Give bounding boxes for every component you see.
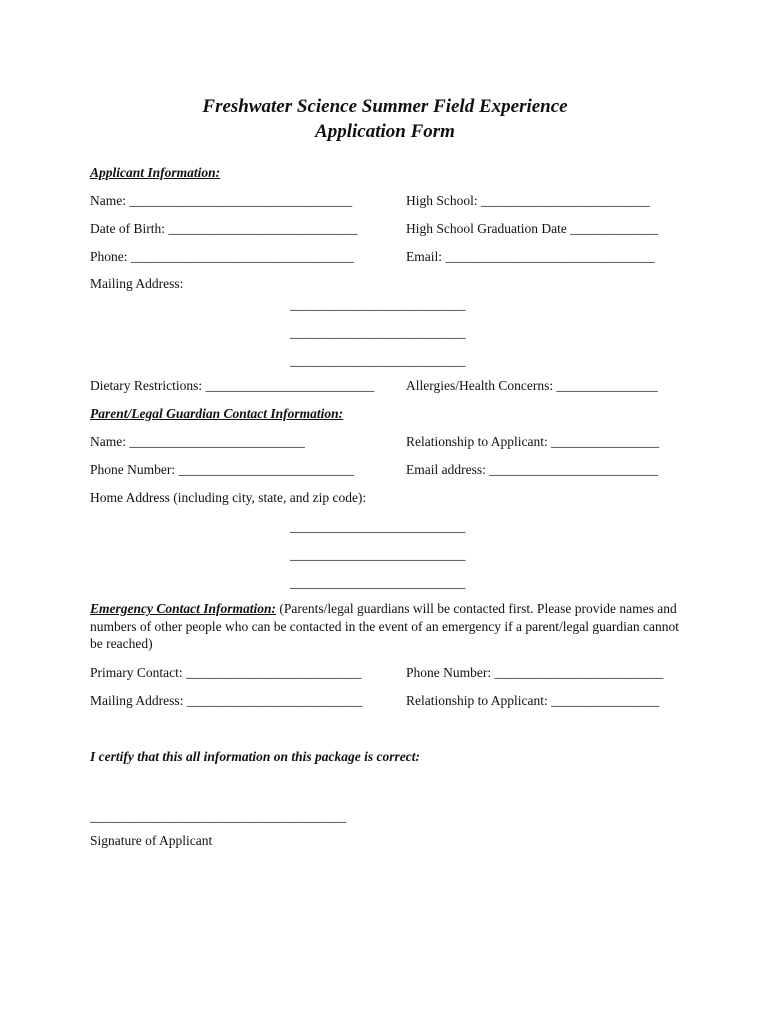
guardian-heading: Parent/Legal Guardian Contact Information:: [90, 406, 344, 421]
home-address-line-1[interactable]: __________________________: [290, 519, 466, 534]
mailing-address-line-1[interactable]: __________________________: [290, 297, 466, 312]
home-address-line-3[interactable]: __________________________: [290, 575, 466, 590]
form-subtitle: Application Form: [315, 121, 455, 142]
applicant-phone-field[interactable]: Phone: _________________________________: [90, 249, 354, 264]
guardian-relationship-field[interactable]: Relationship to Applicant: ________________: [406, 434, 660, 449]
mailing-address-line-2[interactable]: __________________________: [290, 325, 466, 340]
allergies-field[interactable]: Allergies/Health Concerns: _______________: [406, 378, 658, 393]
emergency-mailing-field[interactable]: Mailing Address: __________________________: [90, 693, 363, 708]
emergency-phone-field[interactable]: Phone Number: _________________________: [406, 665, 664, 680]
dob-field[interactable]: Date of Birth: ____________________________: [90, 221, 358, 236]
high-school-field[interactable]: High School: _________________________: [406, 193, 650, 208]
mailing-address-label: Mailing Address:: [90, 276, 184, 291]
certification-statement: I certify that this all information on this package is correct:: [90, 749, 421, 764]
signature-label: Signature of Applicant: [90, 833, 213, 848]
guardian-email-field[interactable]: Email address: _________________________: [406, 462, 658, 477]
form-title: Freshwater Science Summer Field Experience: [202, 96, 568, 117]
emergency-paragraph: [90, 600, 690, 653]
primary-contact-field[interactable]: Primary Contact: __________________________: [90, 665, 362, 680]
emergency-heading: Emergency Contact Information:: [90, 601, 277, 616]
signature-line[interactable]: ______________________________________: [90, 809, 347, 824]
emergency-relationship-field[interactable]: Relationship to Applicant: ________________: [406, 693, 660, 708]
emergency-note: (Parents/legal guardians will be contacted first. Please provide names and numbers of other people who can be contacted in the event of an emergency if a parent/legal guardian cannot be reached): [90, 601, 680, 651]
guardian-phone-field[interactable]: Phone Number: __________________________: [90, 462, 354, 477]
guardian-name-field[interactable]: Name: __________________________: [90, 434, 305, 449]
mailing-address-line-3[interactable]: __________________________: [290, 353, 466, 368]
home-address-line-2[interactable]: __________________________: [290, 547, 466, 562]
applicant-email-field[interactable]: Email: _______________________________: [406, 249, 655, 264]
home-address-label: Home Address (including city, state, and zip code):: [90, 490, 367, 505]
graduation-date-field[interactable]: High School Graduation Date _____________: [406, 221, 658, 236]
applicant-name-field[interactable]: Name: _________________________________: [90, 193, 353, 208]
applicant-heading: Applicant Information:: [90, 165, 221, 180]
dietary-restrictions-field[interactable]: Dietary Restrictions: _________________________: [90, 378, 375, 393]
